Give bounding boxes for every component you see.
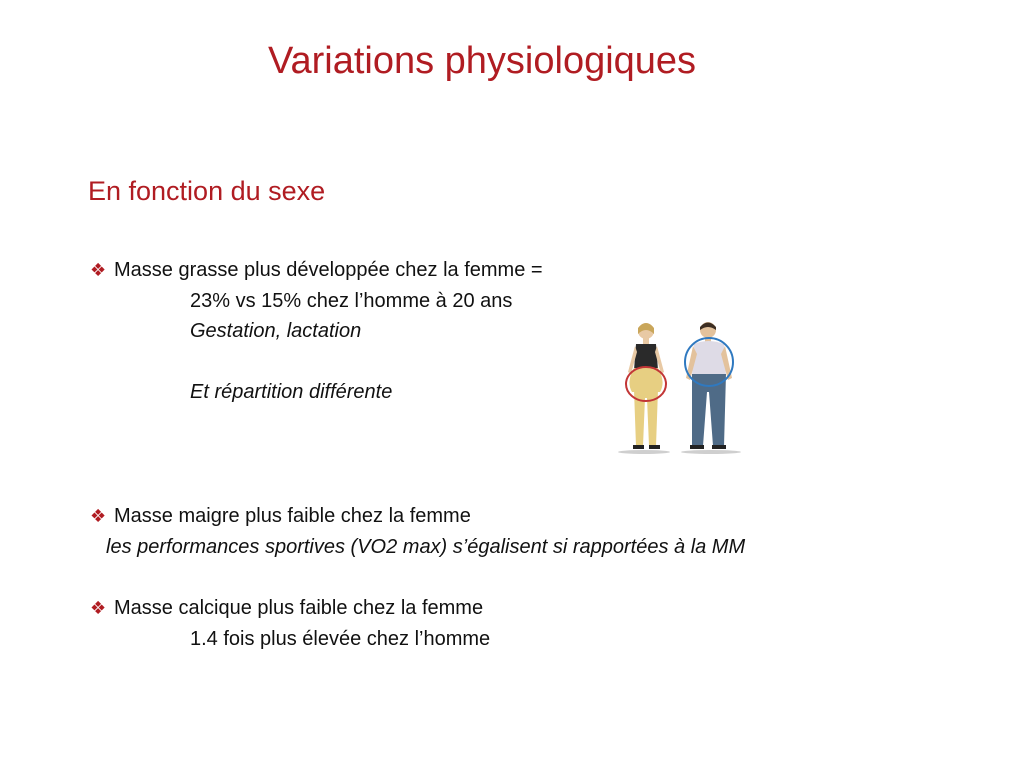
woman-figure [626,323,666,449]
bullet-detail: les performances sportives (VO2 max) s’égalisent si rapportées à la MM [106,536,746,558]
bullet-item-calcium-mass [90,596,483,620]
bullet-detail: 1.4 fois plus élevée chez l’homme [190,628,491,650]
diamond-bullet-icon: ❖ [90,506,107,526]
bullet-text: Masse grasse plus développée chez la femme = [114,259,543,281]
bullet-text: Masse calcique plus faible chez la femme [114,597,484,619]
bullet-detail: 23% vs 15% chez l’homme à 20 ans [190,290,513,312]
bullet-text: Masse maigre plus faible chez la femme [114,505,471,527]
bullet-item-fat-mass [90,258,543,282]
bullet-detail: Gestation, lactation [190,320,362,342]
section-subtitle: En fonction du sexe [88,176,326,206]
bullet-detail: Et répartition différente [190,381,393,403]
bullet-item-lean-mass [90,504,471,528]
slide-title: Variations physiologiques [267,40,697,82]
diamond-bullet-icon: ❖ [90,598,107,618]
body-fat-distribution-illustration [612,318,746,460]
diamond-bullet-icon: ❖ [90,260,107,280]
man-figure [685,322,733,449]
